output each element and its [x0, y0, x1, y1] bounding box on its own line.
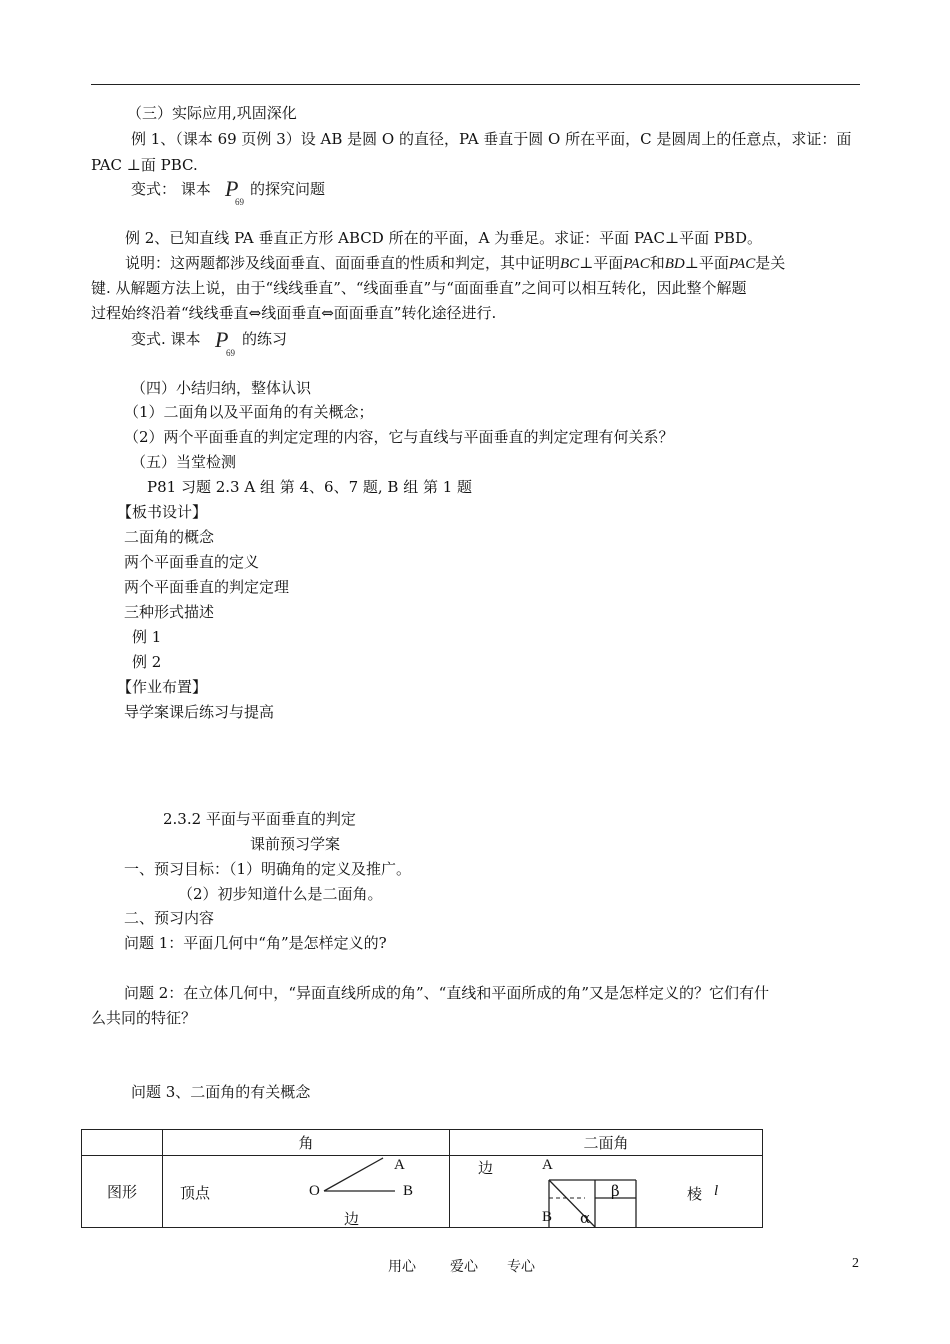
edge-label-right: 边 [478, 1159, 494, 1177]
table-row [82, 1156, 763, 1228]
row-label-figure: 图形 [82, 1156, 163, 1228]
example-1-line-2: PAC ⊥面 PBC. [91, 156, 198, 174]
header-angle: 角 [163, 1130, 450, 1156]
variant-1-suffix: 的探究问题 [250, 180, 326, 198]
dihedral-figure-cell [450, 1156, 763, 1228]
homework-heading: 【作业布置】 [117, 678, 208, 696]
goal-line-2: （2）初步知道什么是二面角。 [178, 885, 383, 903]
board-item-3: 两个平面垂直的判定定理 [124, 578, 290, 596]
goal-line-1: 一、预习目标：（1）明确角的定义及推广。 [124, 860, 412, 878]
question-1: 问题 1：平面几何中“角”是怎样定义的? [124, 934, 387, 952]
example-1-line-1: 例 1、（课本 69 页例 3）设 AB 是圆 O 的直径，PA 垂直于圆 O 所在平面，C 是圆周上的任意点，求证：面 [131, 130, 852, 148]
point-a-label: A [394, 1157, 405, 1173]
board-design-heading: 【板书设计】 [117, 503, 208, 521]
page-number: 2 [852, 1256, 859, 1271]
plane-alpha-label: α [580, 1209, 591, 1227]
board-item-5: 例 1 [132, 628, 162, 646]
comparison-table [81, 1129, 763, 1228]
header-rule [91, 84, 860, 85]
formula-p-symbol-2: P [215, 327, 229, 352]
formula-p-subscript: 69 [235, 197, 244, 207]
plane-beta-label: β [611, 1182, 620, 1200]
board-item-1: 二面角的概念 [124, 528, 215, 546]
board-item-2: 两个平面垂直的定义 [124, 553, 260, 571]
content-heading: 二、预习内容 [124, 909, 215, 927]
variant-2-suffix: 的练习 [242, 330, 288, 348]
section-3-heading: （三）实际应用,巩固深化 [127, 104, 297, 122]
question-2-line-1: 问题 2：在立体几何中，“异面直线所成的角”、“直线和平面所成的角”又是怎样定义的？它们有什 [124, 984, 769, 1002]
dihedral-point-b: B [542, 1209, 553, 1225]
table-header-row [82, 1130, 763, 1156]
ridge-label: 棱 [687, 1185, 703, 1203]
section-title: 2.3.2 平面与平面垂直的判定 [163, 810, 356, 828]
footer-text-1: 用心 [388, 1259, 416, 1275]
formula-p-subscript-2: 69 [226, 348, 235, 358]
point-o-label: O [309, 1183, 320, 1199]
exercise-line: P81 习题 2.3 A 组 第 4、6、7 题, B 组 第 1 题 [147, 478, 473, 496]
section-subtitle: 课前预习学案 [250, 835, 341, 853]
board-item-4: 三种形式描述 [124, 603, 215, 621]
footer-text-2: 爱心 [450, 1259, 478, 1275]
vertex-label: 顶点 [180, 1184, 211, 1202]
summary-item-1: （1）二面角以及平面角的有关概念； [124, 403, 374, 421]
summary-item-2: （2）两个平面垂直的判定定理的内容，它与直线与平面垂直的判定定理有何关系？ [124, 428, 674, 446]
edge-label-bottom: 边 [344, 1210, 360, 1228]
section-4-heading: （四）小结归纳，整体认识 [131, 379, 312, 397]
example-2: 例 2、已知直线 PA 垂直正方形 ABCD 所在的平面，A 为垂足。求证：平面 PAC⊥平面 PBD。 [125, 229, 762, 247]
header-dihedral: 二面角 [450, 1130, 763, 1156]
board-item-6: 例 2 [132, 653, 162, 671]
variant-2-prefix: 变式. 课本 [131, 330, 201, 348]
point-b-label: B [403, 1183, 414, 1199]
angle-figure-cell [163, 1156, 494, 1228]
table-corner-cell [82, 1130, 163, 1156]
note-line-1: 说明：这两题都涉及线面垂直、面面垂直的性质和判定，其中证明BC⊥平面PAC和BD⊥平面PAC是关 [125, 254, 786, 272]
note-line-3: 过程始终沿着“线线垂直⇔线面垂直⇔面面垂直”转化途径进行. [91, 304, 497, 322]
dihedral-point-a: A [542, 1157, 553, 1173]
section-5-heading: （五）当堂检测 [131, 453, 237, 471]
variant-1-prefix: 变式： 课本 [131, 180, 211, 198]
note-line-2: 键. 从解题方法上说，由于“线线垂直”、“线面垂直”与“面面垂直”之间可以相互转化，因此整个解题 [91, 279, 747, 297]
formula-p-symbol: P [225, 176, 239, 201]
ridge-l-label: l [714, 1183, 719, 1199]
question-2-line-2: 么共同的特征？ [91, 1009, 197, 1027]
question-3: 问题 3、二面角的有关概念 [131, 1083, 311, 1101]
homework-item: 导学案课后练习与提高 [124, 703, 275, 721]
footer-text-3: 专心 [507, 1259, 535, 1275]
